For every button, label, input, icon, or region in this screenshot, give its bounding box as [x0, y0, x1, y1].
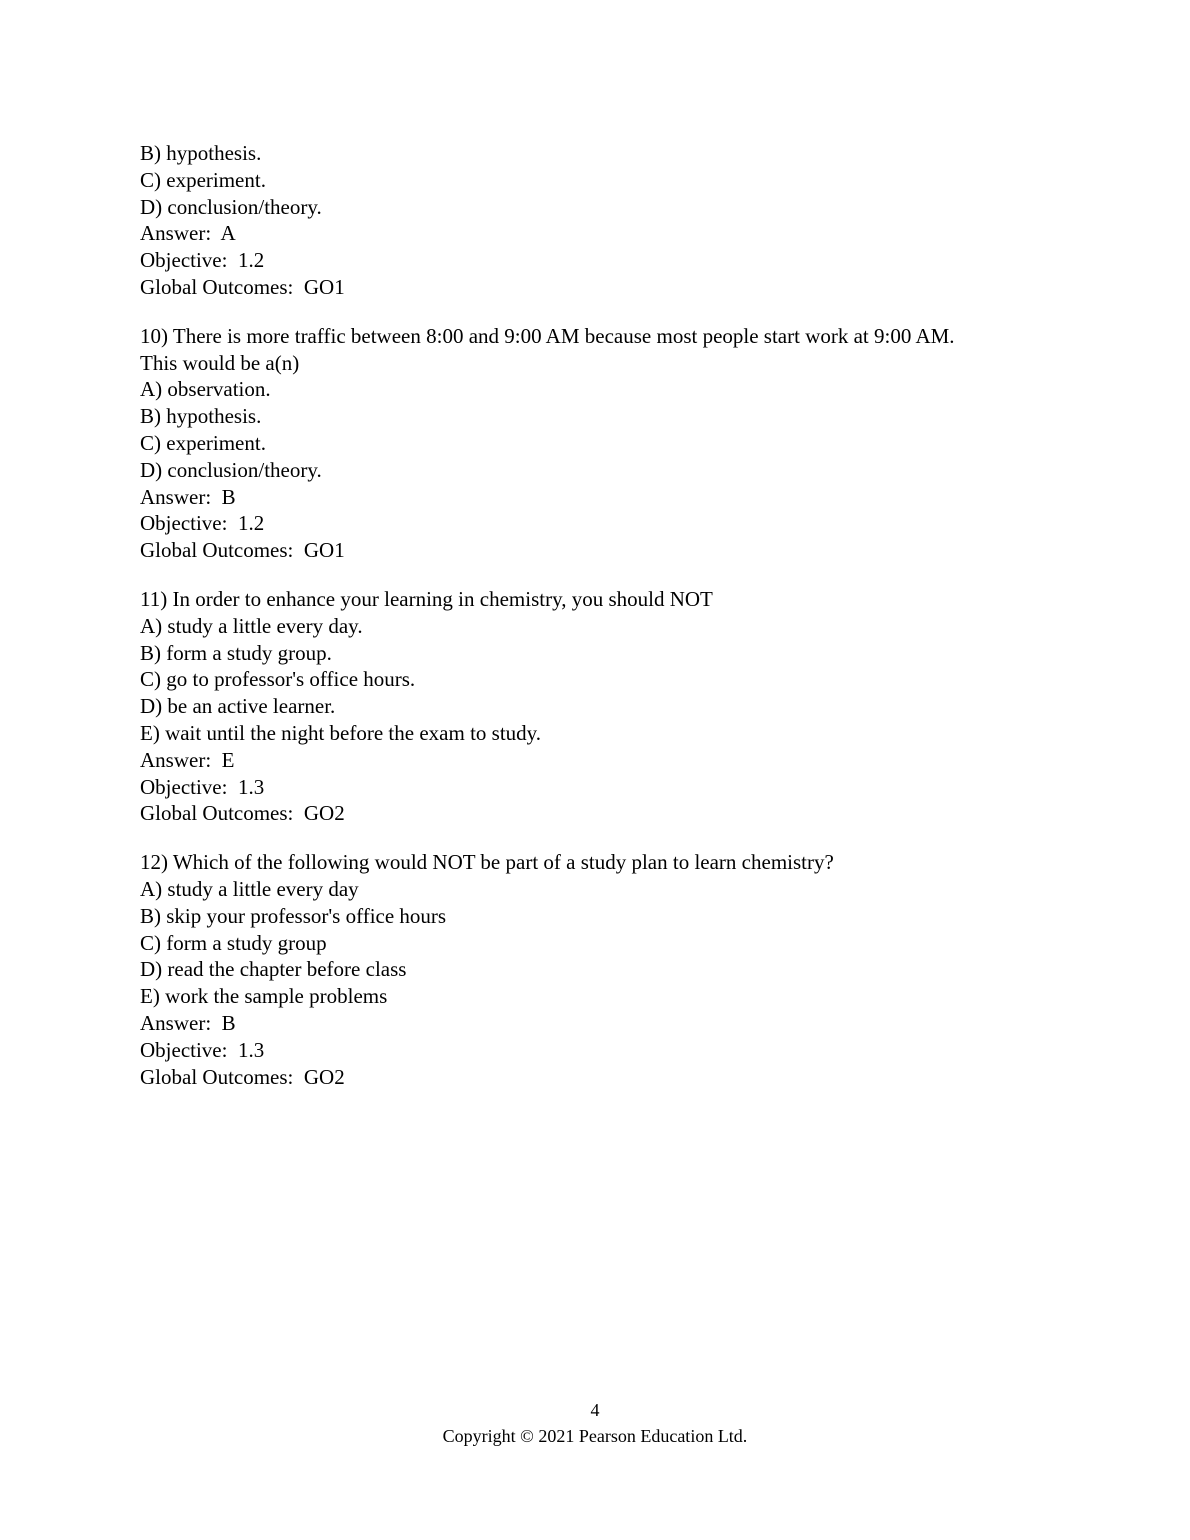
option-c: C) go to professor's office hours. — [140, 667, 416, 692]
option-a: A) study a little every day — [140, 876, 359, 901]
global-outcomes: Global Outcomes: GO2 — [140, 801, 345, 826]
option-c: C) form a study group — [140, 930, 327, 955]
option-d: D) conclusion/theory. — [140, 457, 322, 482]
copyright-notice: Copyright © 2021 Pearson Education Ltd. — [442, 1426, 748, 1446]
question-9-continuation — [140, 140, 1090, 301]
objective: Objective: 1.2 — [140, 511, 265, 536]
objective: Objective: 1.3 — [140, 1037, 265, 1062]
question-text-continued: This would be a(n) — [140, 350, 300, 375]
page-content — [140, 140, 1090, 1112]
option-b: B) form a study group. — [140, 640, 332, 665]
answer: Answer: A — [140, 221, 236, 246]
answer: Answer: B — [140, 1010, 236, 1035]
question-11 — [140, 586, 1090, 827]
option-e: E) work the sample problems — [140, 984, 388, 1009]
option-b: B) hypothesis. — [140, 404, 262, 429]
option-b: B) skip your professor's office hours — [140, 903, 447, 928]
option-e: E) wait until the night before the exam to study. — [140, 720, 542, 745]
global-outcomes: Global Outcomes: GO1 — [140, 274, 345, 299]
option-a: A) study a little every day. — [140, 613, 363, 638]
option-c: C) experiment. — [140, 167, 266, 192]
question-text: 11) In order to enhance your learning in chemistry, you should NOT — [140, 586, 713, 611]
objective: Objective: 1.3 — [140, 774, 265, 799]
answer: Answer: E — [140, 747, 235, 772]
global-outcomes: Global Outcomes: GO1 — [140, 538, 345, 563]
option-c: C) experiment. — [140, 430, 266, 455]
answer: Answer: B — [140, 484, 236, 509]
question-text: 10) There is more traffic between 8:00 and 9:00 AM because most people start work at 9:00 AM. — [140, 323, 955, 348]
global-outcomes: Global Outcomes: GO2 — [140, 1064, 345, 1089]
option-a: A) observation. — [140, 377, 271, 402]
question-10 — [140, 323, 1090, 564]
option-d: D) read the chapter before class — [140, 957, 407, 982]
objective: Objective: 1.2 — [140, 248, 265, 273]
option-b: B) hypothesis. — [140, 141, 262, 165]
page-number: 4 — [590, 1400, 600, 1420]
question-text: 12) Which of the following would NOT be part of a study plan to learn chemistry? — [140, 850, 834, 875]
option-d: D) be an active learner. — [140, 694, 336, 719]
option-d: D) conclusion/theory. — [140, 194, 322, 219]
question-12 — [140, 849, 1090, 1090]
